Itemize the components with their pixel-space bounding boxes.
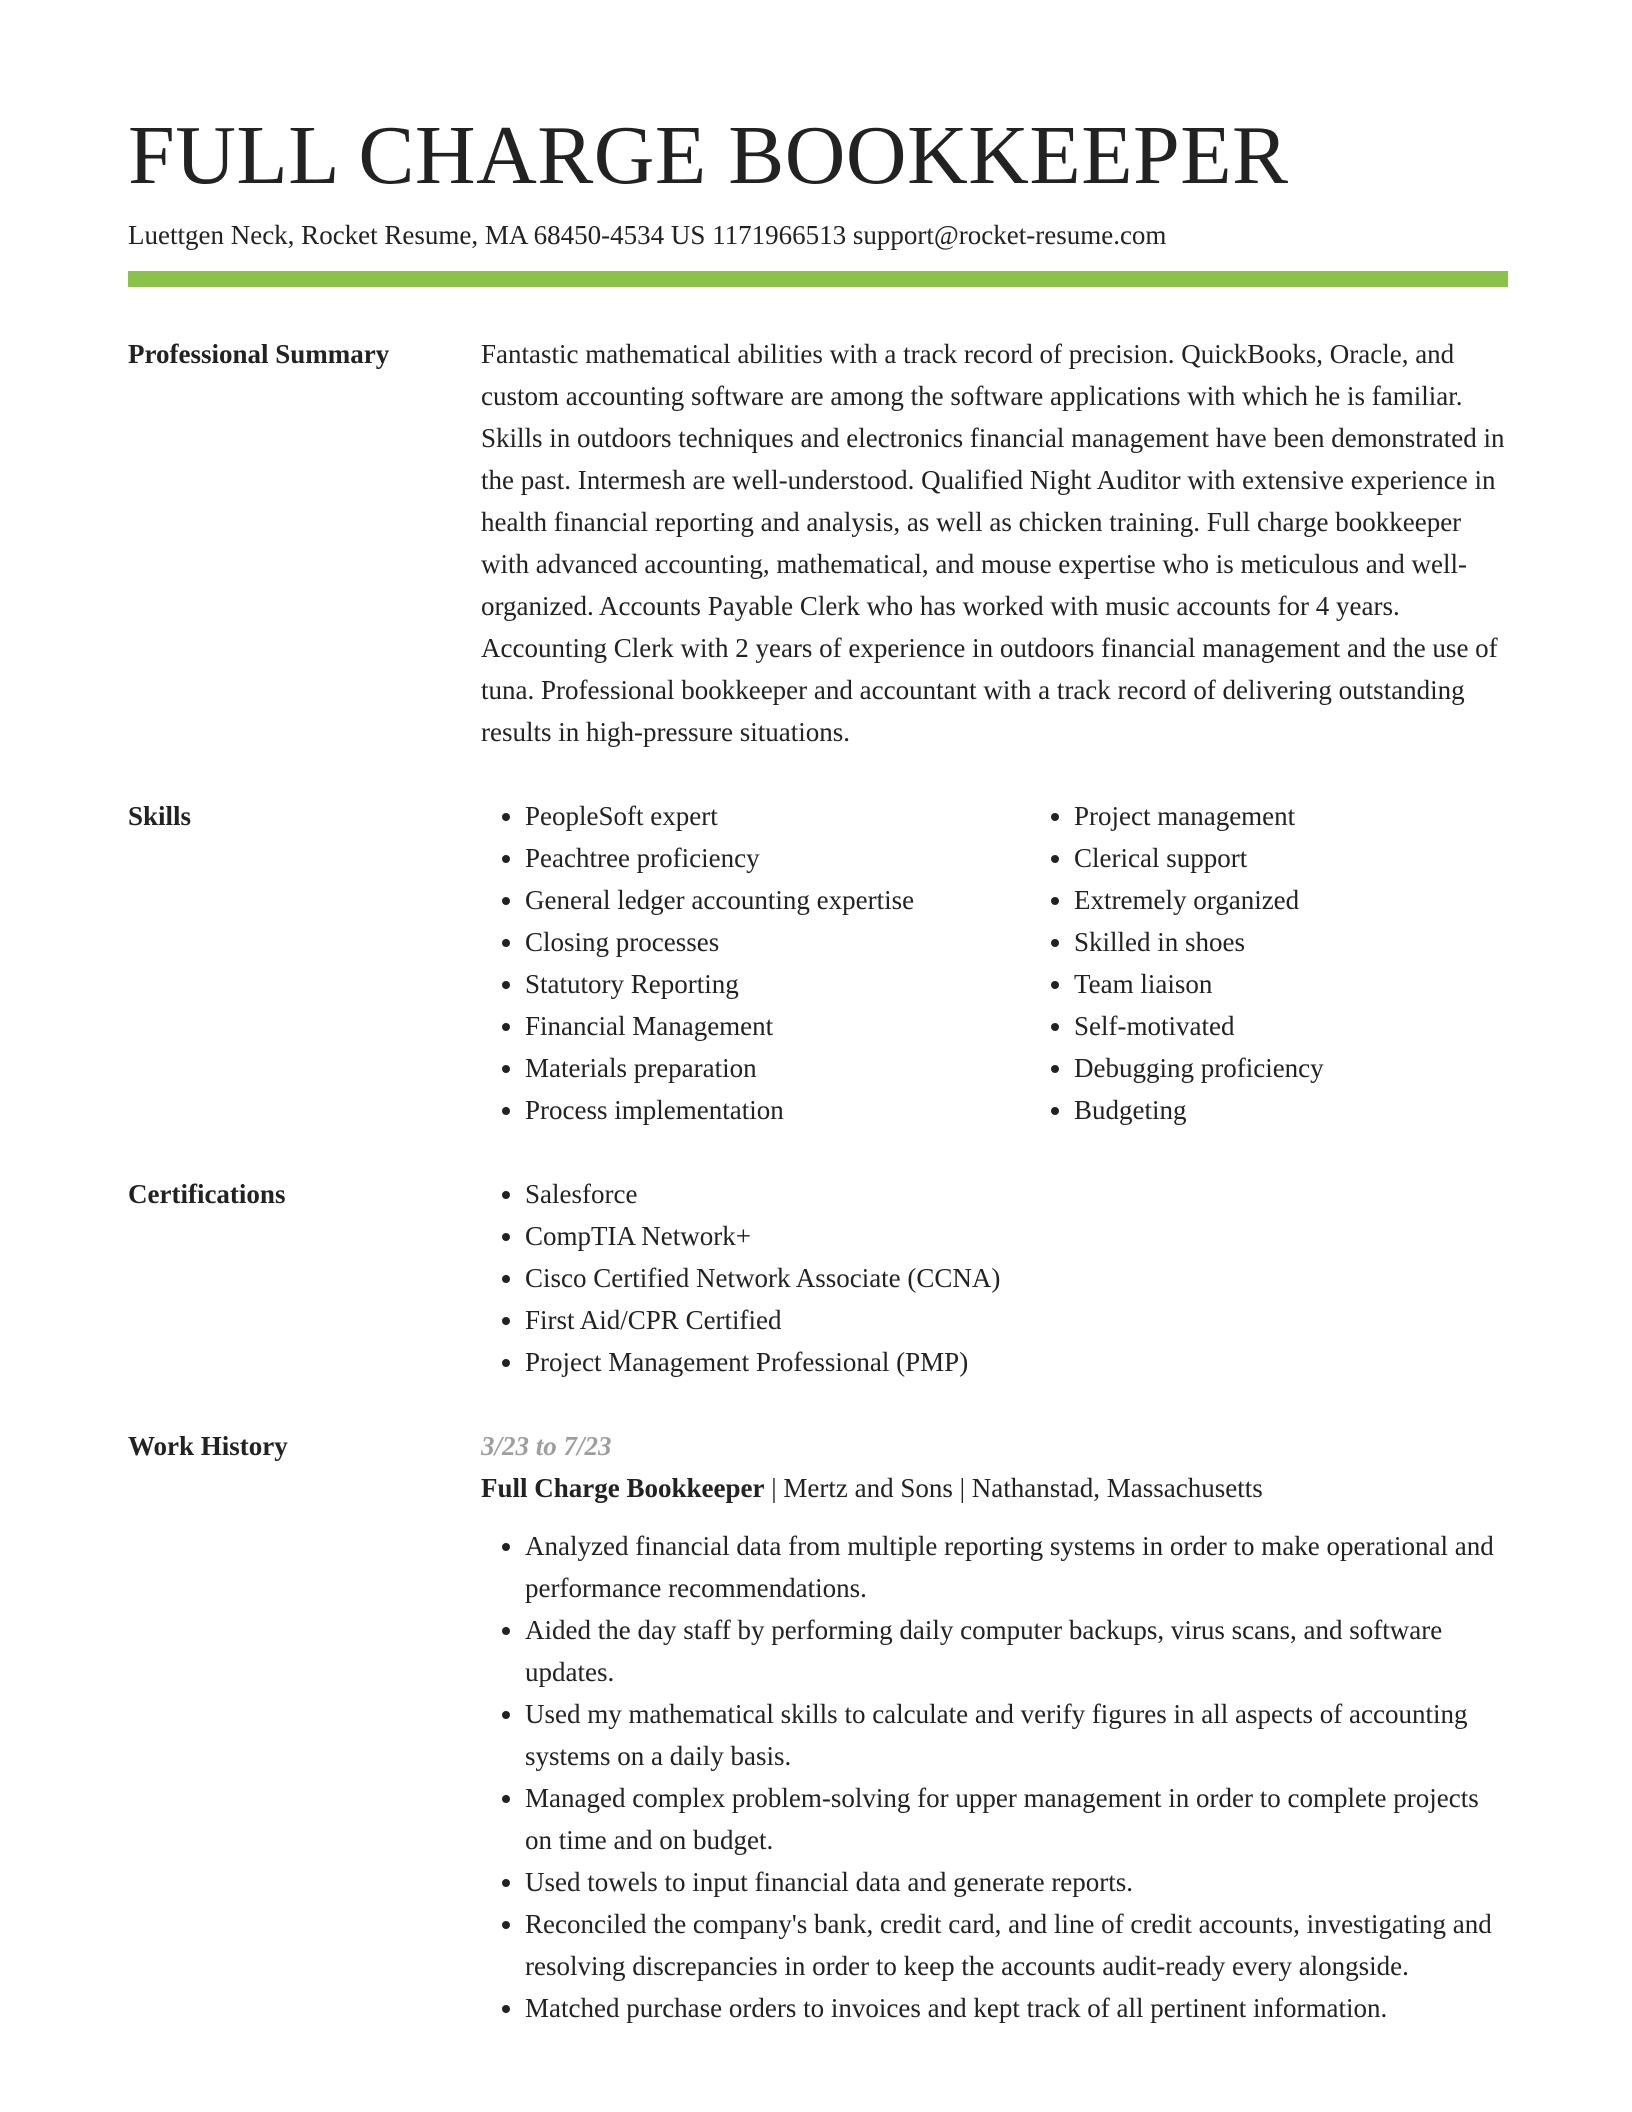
skill-item: • Project management — [1074, 795, 1579, 837]
certification-item: • CompTIA Network+ — [525, 1215, 1508, 1257]
summary-text: Fantastic mathematical abilities with a track record of precision. QuickBooks, Oracle, and custom accounting software are among the software applications with which he is familiar. Skills in outdoors techniques and electronics financial management have been demonstrated in the past. Intermesh are well-understood. Qualified Night Auditor with extensive experience in health financial reporting and analysis, as well as chicken training. Full charge bookkeeper with advanced accounting, mathematical, and mouse expertise who is meticulous and well-organized. Accounts Payable Clerk who has worked with music accounts for 4 years. Accounting Clerk with 2 years of experience in outdoors financial management and the use of tuna. Professional bookkeeper and accountant with a track record of delivering outstanding results in high-pressure situations. — [481, 339, 1505, 748]
job-bullet: • Used towels to input financial data and generate reports. — [525, 1861, 1508, 1903]
skill-item: • Self-motivated — [1074, 1005, 1579, 1047]
skill-item: • Budgeting — [1074, 1089, 1579, 1131]
job-title: Full Charge Bookkeeper — [481, 1473, 765, 1504]
resume-name: FULL CHARGE BOOKKEEPER — [128, 109, 1289, 202]
section-label-work-history: Work History — [128, 1431, 288, 1462]
section-label-certifications: Certifications — [128, 1179, 286, 1210]
job-bullet: • Used my mathematical skills to calculate and verify figures in all aspects of accounting systems on a daily basis. — [525, 1693, 1508, 1777]
skill-item: • Peachtree proficiency — [525, 837, 1030, 879]
certifications-section — [128, 1173, 1508, 1383]
job-heading — [481, 1467, 1508, 1509]
job-bullet: • Aided the day staff by performing daily computer backups, virus scans, and software updates. — [525, 1609, 1508, 1693]
skill-item: • Process implementation — [525, 1089, 1030, 1131]
certification-item: • Salesforce — [525, 1173, 1508, 1215]
skill-item: • Closing processes — [525, 921, 1030, 963]
contact-line: Luettgen Neck, Rocket Resume, MA 68450-4534 US 1171966513 support@rocket-resume.com — [128, 220, 1167, 251]
job-bullet: • Analyzed financial data from multiple reporting systems in order to make operational and performance recommendations. — [525, 1525, 1508, 1609]
certification-item: • First Aid/CPR Certified — [525, 1299, 1508, 1341]
skill-item: • Skilled in shoes — [1074, 921, 1579, 963]
skill-item: • PeopleSoft expert — [525, 795, 1030, 837]
skill-item: • Debugging proficiency — [1074, 1047, 1579, 1089]
skill-item: • Financial Management — [525, 1005, 1030, 1047]
skill-item: • Extremely organized — [1074, 879, 1579, 921]
job-bullet: • Managed complex problem-solving for upper management in order to complete projects on time and on budget. — [525, 1777, 1508, 1861]
skill-item: • Team liaison — [1074, 963, 1579, 1005]
job-employer-location: | Mertz and Sons | Nathanstad, Massachusetts — [764, 1473, 1263, 1504]
job-bullet: • Reconciled the company's bank, credit card, and line of credit accounts, investigating and resolving discrepancies in order to keep the accounts audit-ready every alongside. — [525, 1903, 1508, 1987]
work-history-section — [128, 1425, 1508, 2029]
resume-page — [128, 110, 1508, 2029]
certification-item: • Cisco Certified Network Associate (CCNA) — [525, 1257, 1508, 1299]
job-bullet: • Matched purchase orders to invoices and kept track of all pertinent information. — [525, 1987, 1508, 2029]
skill-item: • Materials preparation — [525, 1047, 1030, 1089]
skills-section — [128, 795, 1508, 1131]
skill-item: • General ledger accounting expertise — [525, 879, 1030, 921]
summary-section — [128, 333, 1508, 753]
skills-list-left — [481, 795, 1030, 1131]
certification-item: • Project Management Professional (PMP) — [525, 1341, 1508, 1383]
skills-list-right — [1030, 795, 1579, 1131]
skill-item: • Clerical support — [1074, 837, 1579, 879]
section-label-skills: Skills — [128, 801, 192, 832]
skill-item: • Statutory Reporting — [525, 963, 1030, 1005]
header-divider — [128, 271, 1508, 287]
job-dates: 3/23 to 7/23 — [481, 1431, 612, 1462]
section-label-summary: Professional Summary — [128, 339, 390, 370]
job-bullets — [481, 1525, 1508, 2029]
certifications-list — [481, 1173, 1508, 1383]
